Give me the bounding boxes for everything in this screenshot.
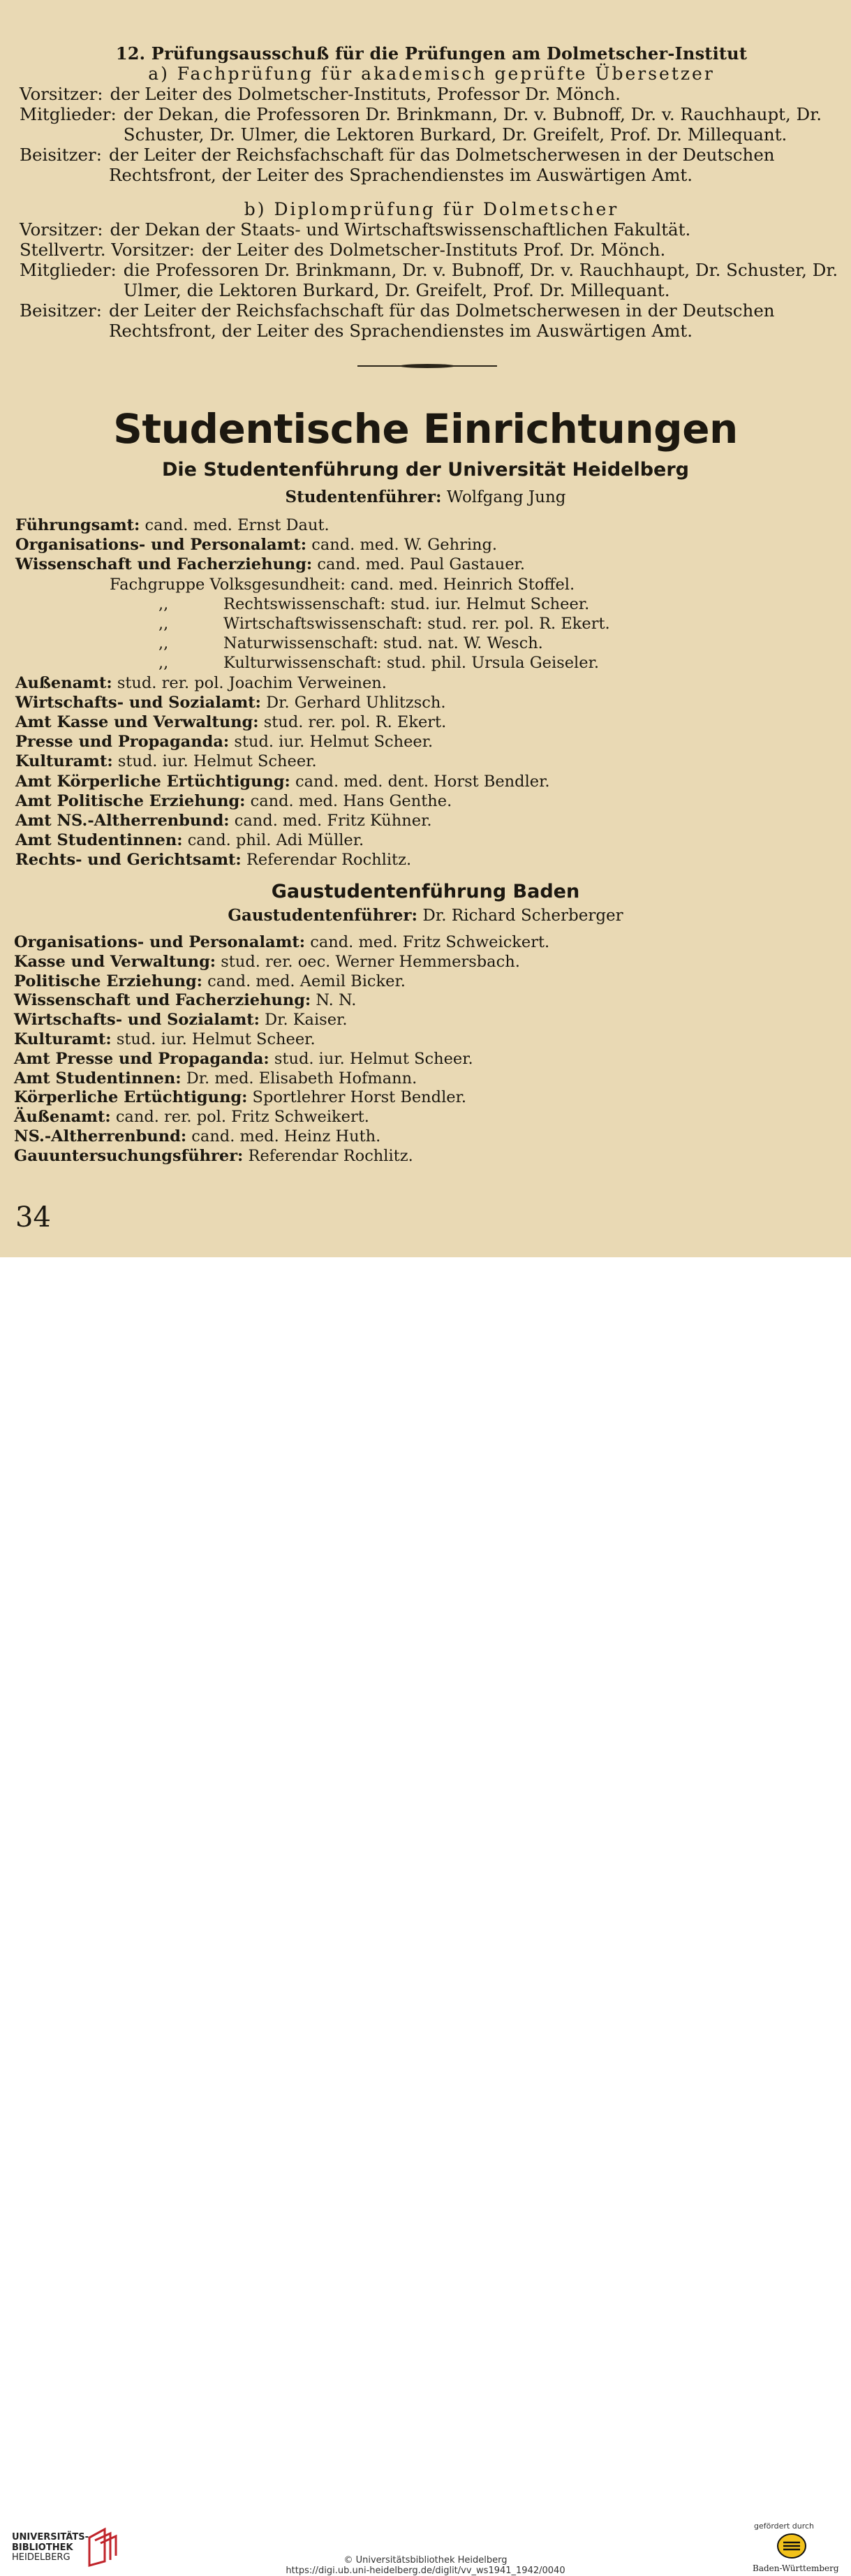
office-label: Amt Politische Erziehung: <box>15 791 246 810</box>
fachgruppe-person: stud. nat. W. Wesch. <box>383 634 543 653</box>
office-label: Äußenamt: <box>14 1108 111 1127</box>
office-entry <box>15 830 846 850</box>
subsection-a-rows <box>20 84 843 185</box>
section-12-title: 12. Prüfungsausschuß für die Prüfungen am Dolmetscher-Institut <box>115 43 748 64</box>
committee-role: Beisitzer: <box>20 300 102 321</box>
fachgruppe-prefix: Fachgruppe <box>110 575 205 594</box>
office-entry <box>14 1050 845 1069</box>
office-label: Außenamt: <box>15 673 112 692</box>
gaustudentenfuehrer-line <box>0 906 851 925</box>
office-holder: Referendar Rochlitz. <box>246 851 412 870</box>
page-number: 34 <box>15 1201 51 1234</box>
office-entry <box>15 772 846 791</box>
office-holder: cand. rer. pol. Fritz Schweikert. <box>115 1108 369 1127</box>
committee-role: Vorsitzer: <box>20 219 103 240</box>
committee-role: Beisitzer: <box>20 145 102 165</box>
office-holder: cand. med. Heinz Huth. <box>191 1127 381 1146</box>
office-entry <box>14 1011 845 1030</box>
section-12-examination-committee <box>20 43 843 341</box>
committee-row <box>20 219 843 240</box>
office-entry <box>15 850 846 870</box>
ditto-mark: ,, <box>158 594 169 613</box>
gaustudentenfuehrung-heading: Gaustudentenführung Baden <box>271 881 580 902</box>
office-entry <box>14 1088 845 1108</box>
office-entry <box>15 791 846 811</box>
office-label: Wissenschaft und Facherziehung: <box>14 991 311 1010</box>
office-holder: stud. rer. pol. Joachim Verweinen. <box>117 673 387 692</box>
office-holder: Dr. Gerhard Uhlitzsch. <box>266 693 446 712</box>
fachgruppe-entry <box>15 594 846 614</box>
committee-role: Vorsitzer: <box>20 84 103 104</box>
fachgruppe-field: Rechtswissenschaft: <box>223 594 386 613</box>
office-holder: cand. med. Paul Gastauer. <box>317 555 525 574</box>
fachgruppe-field: Wirtschaftswissenschaft: <box>223 615 423 634</box>
office-holder: cand. med. Ernst Daut. <box>145 516 330 534</box>
committee-members: der Leiter des Dolmetscher-Instituts Prof. Dr. Mönch. <box>201 240 666 260</box>
office-holder: stud. iur. Helmut Scheer. <box>234 733 434 752</box>
baden-wuerttemberg-emblem-icon <box>776 2533 807 2559</box>
fachgruppe-field: Naturwissenschaft: <box>223 634 378 653</box>
fachgruppe-field: Volksgesundheit: <box>209 575 346 594</box>
committee-role: Stellvertr. Vorsitzer: <box>20 240 195 260</box>
committee-row <box>20 300 843 341</box>
office-label: Gauuntersuchungsführer: <box>14 1146 244 1165</box>
fachgruppe-person: stud. phil. Ursula Geiseler. <box>386 654 600 673</box>
office-holder: stud. iur. Helmut Scheer. <box>274 1049 473 1068</box>
office-entry <box>15 515 846 535</box>
copyright-text: © Universitätsbibliothek Heidelberg <box>343 2555 508 2566</box>
studentenfuehrung-list <box>15 515 846 870</box>
committee-row <box>20 145 843 185</box>
library-line-3: HEIDELBERG <box>12 2552 71 2563</box>
office-holder: cand. med. Aemil Bicker. <box>207 972 406 990</box>
fachgruppe-field: Kulturwissenschaft: <box>223 654 382 673</box>
gaustudentenfuehrer-name: Dr. Richard Scherberger <box>422 907 623 925</box>
fachgruppe-entry <box>15 634 846 653</box>
office-label: Kulturamt: <box>15 752 113 771</box>
office-label: Amt Studentinnen: <box>15 831 183 850</box>
committee-members: der Dekan, die Professoren Dr. Brinkmann, Dr. v. Bubnoff, Dr. v. Rauchhaupt, Dr. Schuster, Dr. Ulmer, die Lektoren Burkard, Dr. Greifelt, Prof. Dr. Millequant. <box>123 104 822 145</box>
committee-members: der Dekan der Staats- und Wirtschaftswissenschaftlichen Fakultät. <box>110 219 691 240</box>
office-label: Amt Körperliche Ertüchtigung: <box>15 772 290 791</box>
fachgruppe-person: stud. rer. pol. R. Ekert. <box>427 615 610 634</box>
digitization-footer <box>0 1257 851 2576</box>
committee-row <box>20 240 843 260</box>
subsection-a-heading: a) Fachprüfung für akademisch geprüfte Übersetzer <box>148 64 715 84</box>
office-label: NS.-Altherrenbund: <box>14 1127 187 1146</box>
office-entry <box>14 933 845 953</box>
committee-members: der Leiter des Dolmetscher-Instituts, Professor Dr. Mönch. <box>110 84 621 104</box>
studentenfuehrung-heading: Die Studentenführung der Universität Heidelberg <box>161 459 689 481</box>
office-holder: stud. rer. pol. R. Ekert. <box>263 713 447 732</box>
fachgruppe-person: stud. iur. Helmut Scheer. <box>390 594 590 613</box>
office-entry <box>14 1069 845 1089</box>
office-label: Wirtschafts- und Sozialamt: <box>14 1011 260 1030</box>
fachgruppe-entry <box>15 653 846 673</box>
studentenfuehrer-name: Wolfgang Jung <box>446 488 566 506</box>
studentenfuehrer-label: Studentenführer: <box>285 488 442 506</box>
office-entry <box>14 972 845 992</box>
office-holder: stud. rer. oec. Werner Hemmersbach. <box>221 952 520 971</box>
office-entry <box>15 752 846 771</box>
fachgruppe-entry <box>15 614 846 634</box>
committee-role: Mitglieder: <box>20 104 117 124</box>
ditto-mark: ,, <box>158 634 169 653</box>
office-entry <box>14 1030 845 1050</box>
office-label: Organisations- und Personalamt: <box>14 933 306 951</box>
gaustudentenfuehrer-label: Gaustudentenführer: <box>228 906 417 925</box>
fachgruppe-entry <box>15 575 846 594</box>
office-entry <box>15 732 846 752</box>
committee-row <box>20 104 843 145</box>
office-entry <box>15 673 846 693</box>
committee-row <box>20 84 843 104</box>
office-label: Führungsamt: <box>15 516 140 534</box>
ditto-mark: ,, <box>158 615 169 634</box>
office-entry <box>15 555 846 574</box>
source-url-link[interactable]: https://digi.ub.uni-heidelberg.de/diglit/vv_ws1941_1942/0040 <box>286 2566 565 2576</box>
office-holder: cand. med. Fritz Schweickert. <box>310 933 550 951</box>
committee-row <box>20 260 843 300</box>
office-holder: stud. iur. Helmut Scheer. <box>116 1030 316 1048</box>
office-entry <box>14 953 845 972</box>
office-label: Amt Presse und Propaganda: <box>14 1049 269 1068</box>
office-entry <box>15 535 846 555</box>
sponsor-label: gefördert durch <box>754 2522 815 2531</box>
committee-role: Mitglieder: <box>20 260 117 280</box>
office-label: Presse und Propaganda: <box>15 733 230 752</box>
library-line-1: UNIVERSITÄTS- <box>12 2532 89 2542</box>
office-label: Wirtschafts- und Sozialamt: <box>15 693 261 712</box>
office-label: Amt Studentinnen: <box>14 1069 182 1088</box>
office-label: Kulturamt: <box>14 1030 112 1048</box>
library-line-2: BIBLIOTHEK <box>12 2542 73 2553</box>
office-holder: cand. med. dent. Horst Bendler. <box>295 772 550 791</box>
committee-members: die Professoren Dr. Brinkmann, Dr. v. Bubnoff, Dr. v. Rauchhaupt, Dr. Schuster, Dr. Ulmer, die Lektoren Burkard, Dr. Greifelt, Prof. Dr. Millequant. <box>123 260 838 300</box>
office-entry <box>14 1127 845 1147</box>
scanned-page <box>0 0 851 1257</box>
committee-members: der Leiter der Reichsfachschaft für das Dolmetscherwesen in der Deutschen Rechtsfront, der Leiter des Sprachendienstes im Auswärtigen Amt. <box>108 300 775 341</box>
office-label: Amt Kasse und Verwaltung: <box>15 713 259 732</box>
office-label: Körperliche Ertüchtigung: <box>14 1088 248 1107</box>
office-holder: cand. phil. Adi Müller. <box>187 831 364 850</box>
office-holder: cand. med. Hans Genthe. <box>250 791 452 810</box>
gaustudentenfuehrung-list <box>14 933 845 1166</box>
office-holder: N. N. <box>316 991 357 1010</box>
committee-members: der Leiter der Reichsfachschaft für das Dolmetscherwesen in der Deutschen Rechtsfront, der Leiter des Sprachendienstes im Auswärtigen Amt. <box>108 145 775 185</box>
office-label: Wissenschaft und Facherziehung: <box>15 555 313 574</box>
office-holder: cand. med. Fritz Kühner. <box>234 812 432 830</box>
main-title: Studentische Einrichtungen <box>113 405 738 453</box>
office-label: Organisations- und Personalamt: <box>15 536 307 555</box>
fachgruppe-person: cand. med. Heinrich Stoffel. <box>350 575 575 594</box>
sponsor-name: Baden-Württemberg <box>753 2563 839 2573</box>
office-label: Politische Erziehung: <box>14 972 202 990</box>
office-holder: cand. med. W. Gehring. <box>311 536 498 555</box>
office-entry <box>14 1108 845 1127</box>
office-label: Rechts- und Gerichtsamt: <box>15 851 242 870</box>
subsection-b-rows <box>20 219 843 341</box>
office-label: Kasse und Verwaltung: <box>14 952 216 971</box>
office-entry <box>15 693 846 712</box>
office-entry <box>14 1147 845 1166</box>
studentenfuehrer-line <box>0 488 851 506</box>
office-holder: Referendar Rochlitz. <box>248 1146 413 1165</box>
office-holder: stud. iur. Helmut Scheer. <box>117 752 317 771</box>
office-entry <box>15 811 846 830</box>
office-entry <box>14 991 845 1011</box>
office-entry <box>15 712 846 732</box>
office-holder: Sportlehrer Horst Bendler. <box>252 1088 467 1107</box>
office-holder: Dr. Kaiser. <box>265 1011 348 1030</box>
office-label: Amt NS.-Altherrenbund: <box>15 812 230 830</box>
ornamental-divider <box>357 364 497 368</box>
subsection-b-heading: b) Diplomprüfung für Dolmetscher <box>244 199 619 219</box>
ditto-mark: ,, <box>158 654 169 673</box>
office-holder: Dr. med. Elisabeth Hofmann. <box>186 1069 417 1088</box>
